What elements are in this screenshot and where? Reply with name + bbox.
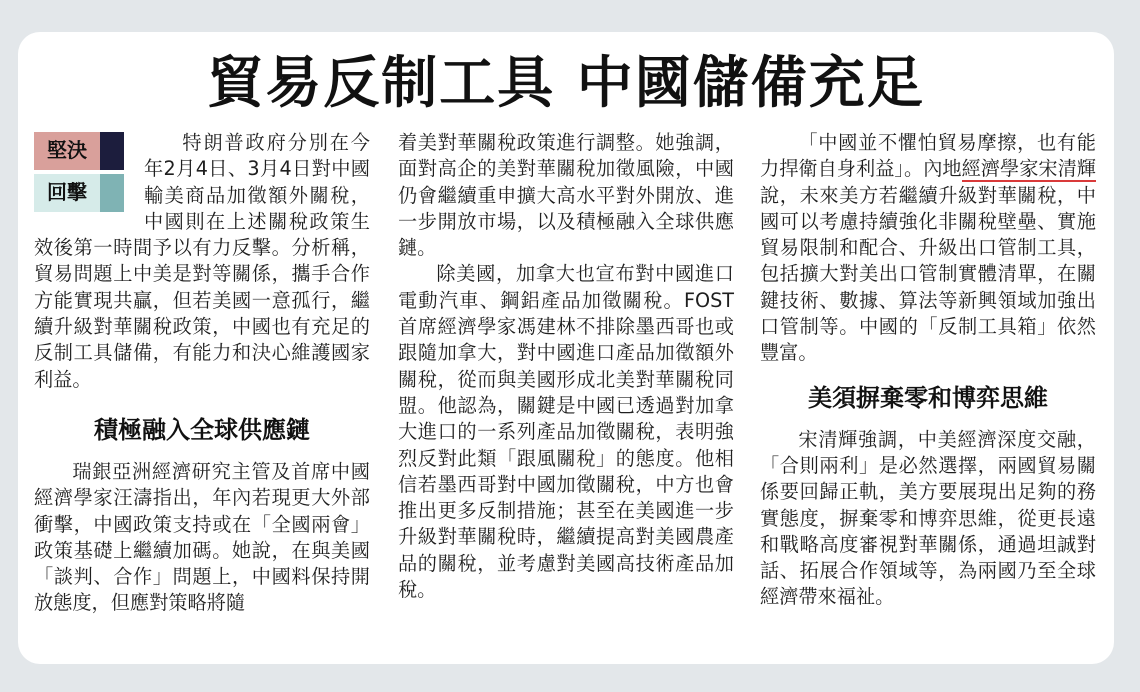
paragraph: 除美國，加拿大也宣布對中國進口電動汽車、鋼鋁產品加徵關稅。FOST首席經濟學家馮建林不排除墨西哥也或跟隨加拿大，對中國進口產品加徵額外關稅，從而與美國形成北美對華關稅同盟。他認為，關鍵是中國已透過對加拿大進口的一系列產品加徵關稅，表明強烈反對此類「跟風關稅」的態度。他相信若墨西哥對中國加徵關稅，中方也會推出更多反制措施；甚至在美國進一步升級對華關稅時，繼續提高對美國農產品的關稅，並考慮對美國高技術產品加稅。 <box>398 262 734 602</box>
column-1 <box>34 130 370 617</box>
badge-label-2: 回擊 <box>34 174 100 212</box>
paragraph: 着美對華關稅政策進行調整。她強調，面對高企的美對華關稅加徵風險，中國仍會繼續重申擴大高水平對外開放、進一步開放市場，以及積極融入全球供應鏈。 <box>398 131 734 260</box>
column-3 <box>760 130 1096 611</box>
subheading: 美須摒棄零和博弈思維 <box>808 383 1048 412</box>
headline: 貿易反制工具 中國儲備充足 <box>207 50 925 116</box>
paragraph <box>760 130 1096 367</box>
paragraph: 宋清輝強調，中美經濟深度交融，「合則兩利」是必然選擇，兩國貿易關係要回歸正軌，美方要展現出足夠的務實態度，摒棄零和博弈思維，從更長遠和戰略高度審視對華關係，通過坦誠對話、拓展合作領域等，為兩國乃至全球經濟帶來福祉。 <box>760 427 1096 609</box>
underlined-name: 經濟學家宋清輝 <box>961 157 1096 181</box>
badge-block-navy <box>100 132 124 170</box>
subheading: 積極融入全球供應鏈 <box>94 415 310 444</box>
paragraph-text: 「中國並不懼怕貿易摩擦，也有能力捍衛自身利益」。內地 <box>760 131 1096 181</box>
column-2 <box>398 130 734 603</box>
paragraph: 特朗普政府分別在今年2月4日、3月4日對中國輸美商品加徵額外關稅，中國則在上述關稅政策生效後第一時間予以有力反擊。分析稱，貿易問題上中美是對等關係，攜手合作方能實現共贏，但若美國一意孤行，繼續升級對華關稅政策，中國也有充足的反制工具儲備，有能力和決心維護國家利益。 <box>34 131 370 391</box>
paragraph: 瑞銀亞洲經濟研究主管及首席中國經濟學家汪濤指出，年內若現更大外部衝擊，中國政策支持或在「全國兩會」政策基礎上繼續加碼。她說，在與美國「談判、合作」問題上，中國料保持開放態度，但應對策略將隨 <box>34 459 370 615</box>
section-badge <box>34 132 128 212</box>
paragraph-text: 說，未來美方若繼續升級對華關稅，中國可以考慮持續強化非關稅壁壘、實施貿易限制和配合、升級出口管制工具，包括擴大對美出口管制實體清單，在關鍵技術、數據、算法等新興領域加強出口管制等。中國的「反制工具箱」依然豐富。 <box>760 183 1096 365</box>
article-card <box>18 32 1114 664</box>
badge-label-1: 堅決 <box>34 132 100 170</box>
badge-block-teal <box>100 174 124 212</box>
